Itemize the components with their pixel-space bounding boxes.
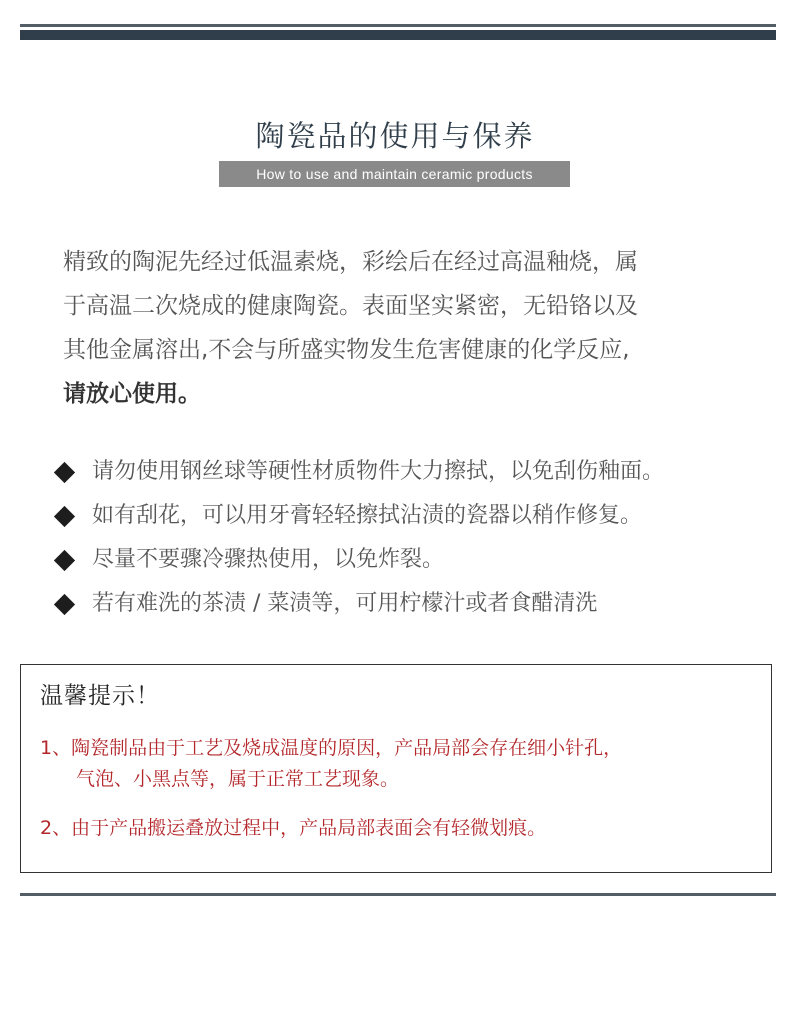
intro-line: 其他金属溶出,不会与所盛实物发生危害健康的化学反应,	[63, 337, 630, 363]
notice-item	[40, 733, 622, 795]
intro-line: 于高温二次烧成的健康陶瓷。表面坚实紧密，无铅铬以及	[63, 293, 638, 319]
tip-text: 请勿使用钢丝球等硬性材质物件大力擦拭，以免刮伤釉面。	[92, 459, 665, 484]
list-item	[52, 538, 772, 582]
diamond-bullet-icon	[54, 461, 75, 482]
top-divider-thick	[20, 30, 776, 40]
top-divider-thin	[20, 24, 776, 27]
intro-emphasis: 请放心使用。	[63, 381, 201, 407]
page-title: 陶瓷品的使用与保养	[255, 119, 535, 153]
intro-line: 精致的陶泥先经过低温素烧，彩绘后在经过高温釉烧，属	[63, 249, 638, 275]
care-tips-list	[52, 450, 772, 626]
notice-title: 温馨提示！	[40, 683, 160, 709]
notice-item-line: 2、由于产品搬运叠放过程中，产品局部表面会有轻微划痕。	[40, 817, 547, 839]
tip-text: 如有刮花，可以用牙膏轻轻擦拭沾渍的瓷器以稍作修复。	[92, 503, 643, 528]
notice-item	[40, 813, 546, 844]
tip-text: 尽量不要骤冷骤热使用，以免炸裂。	[92, 547, 445, 572]
tip-text: 若有难洗的茶渍 / 菜渍等，可用柠檬汁或者食醋清洗	[92, 591, 598, 616]
notice-box	[20, 664, 772, 873]
page-subtitle: How to use and maintain ceramic products	[219, 161, 570, 187]
diamond-bullet-icon	[54, 549, 75, 570]
intro-paragraph	[63, 240, 733, 416]
bottom-divider	[20, 893, 776, 896]
list-item	[52, 450, 772, 494]
notice-item-line: 1、陶瓷制品由于工艺及烧成温度的原因，产品局部会存在细小针孔，	[40, 737, 623, 759]
notice-item-line: 气泡、小黑点等，属于正常工艺现象。	[76, 768, 400, 790]
list-item	[52, 582, 772, 626]
list-item	[52, 494, 772, 538]
diamond-bullet-icon	[54, 593, 75, 614]
diamond-bullet-icon	[54, 505, 75, 526]
